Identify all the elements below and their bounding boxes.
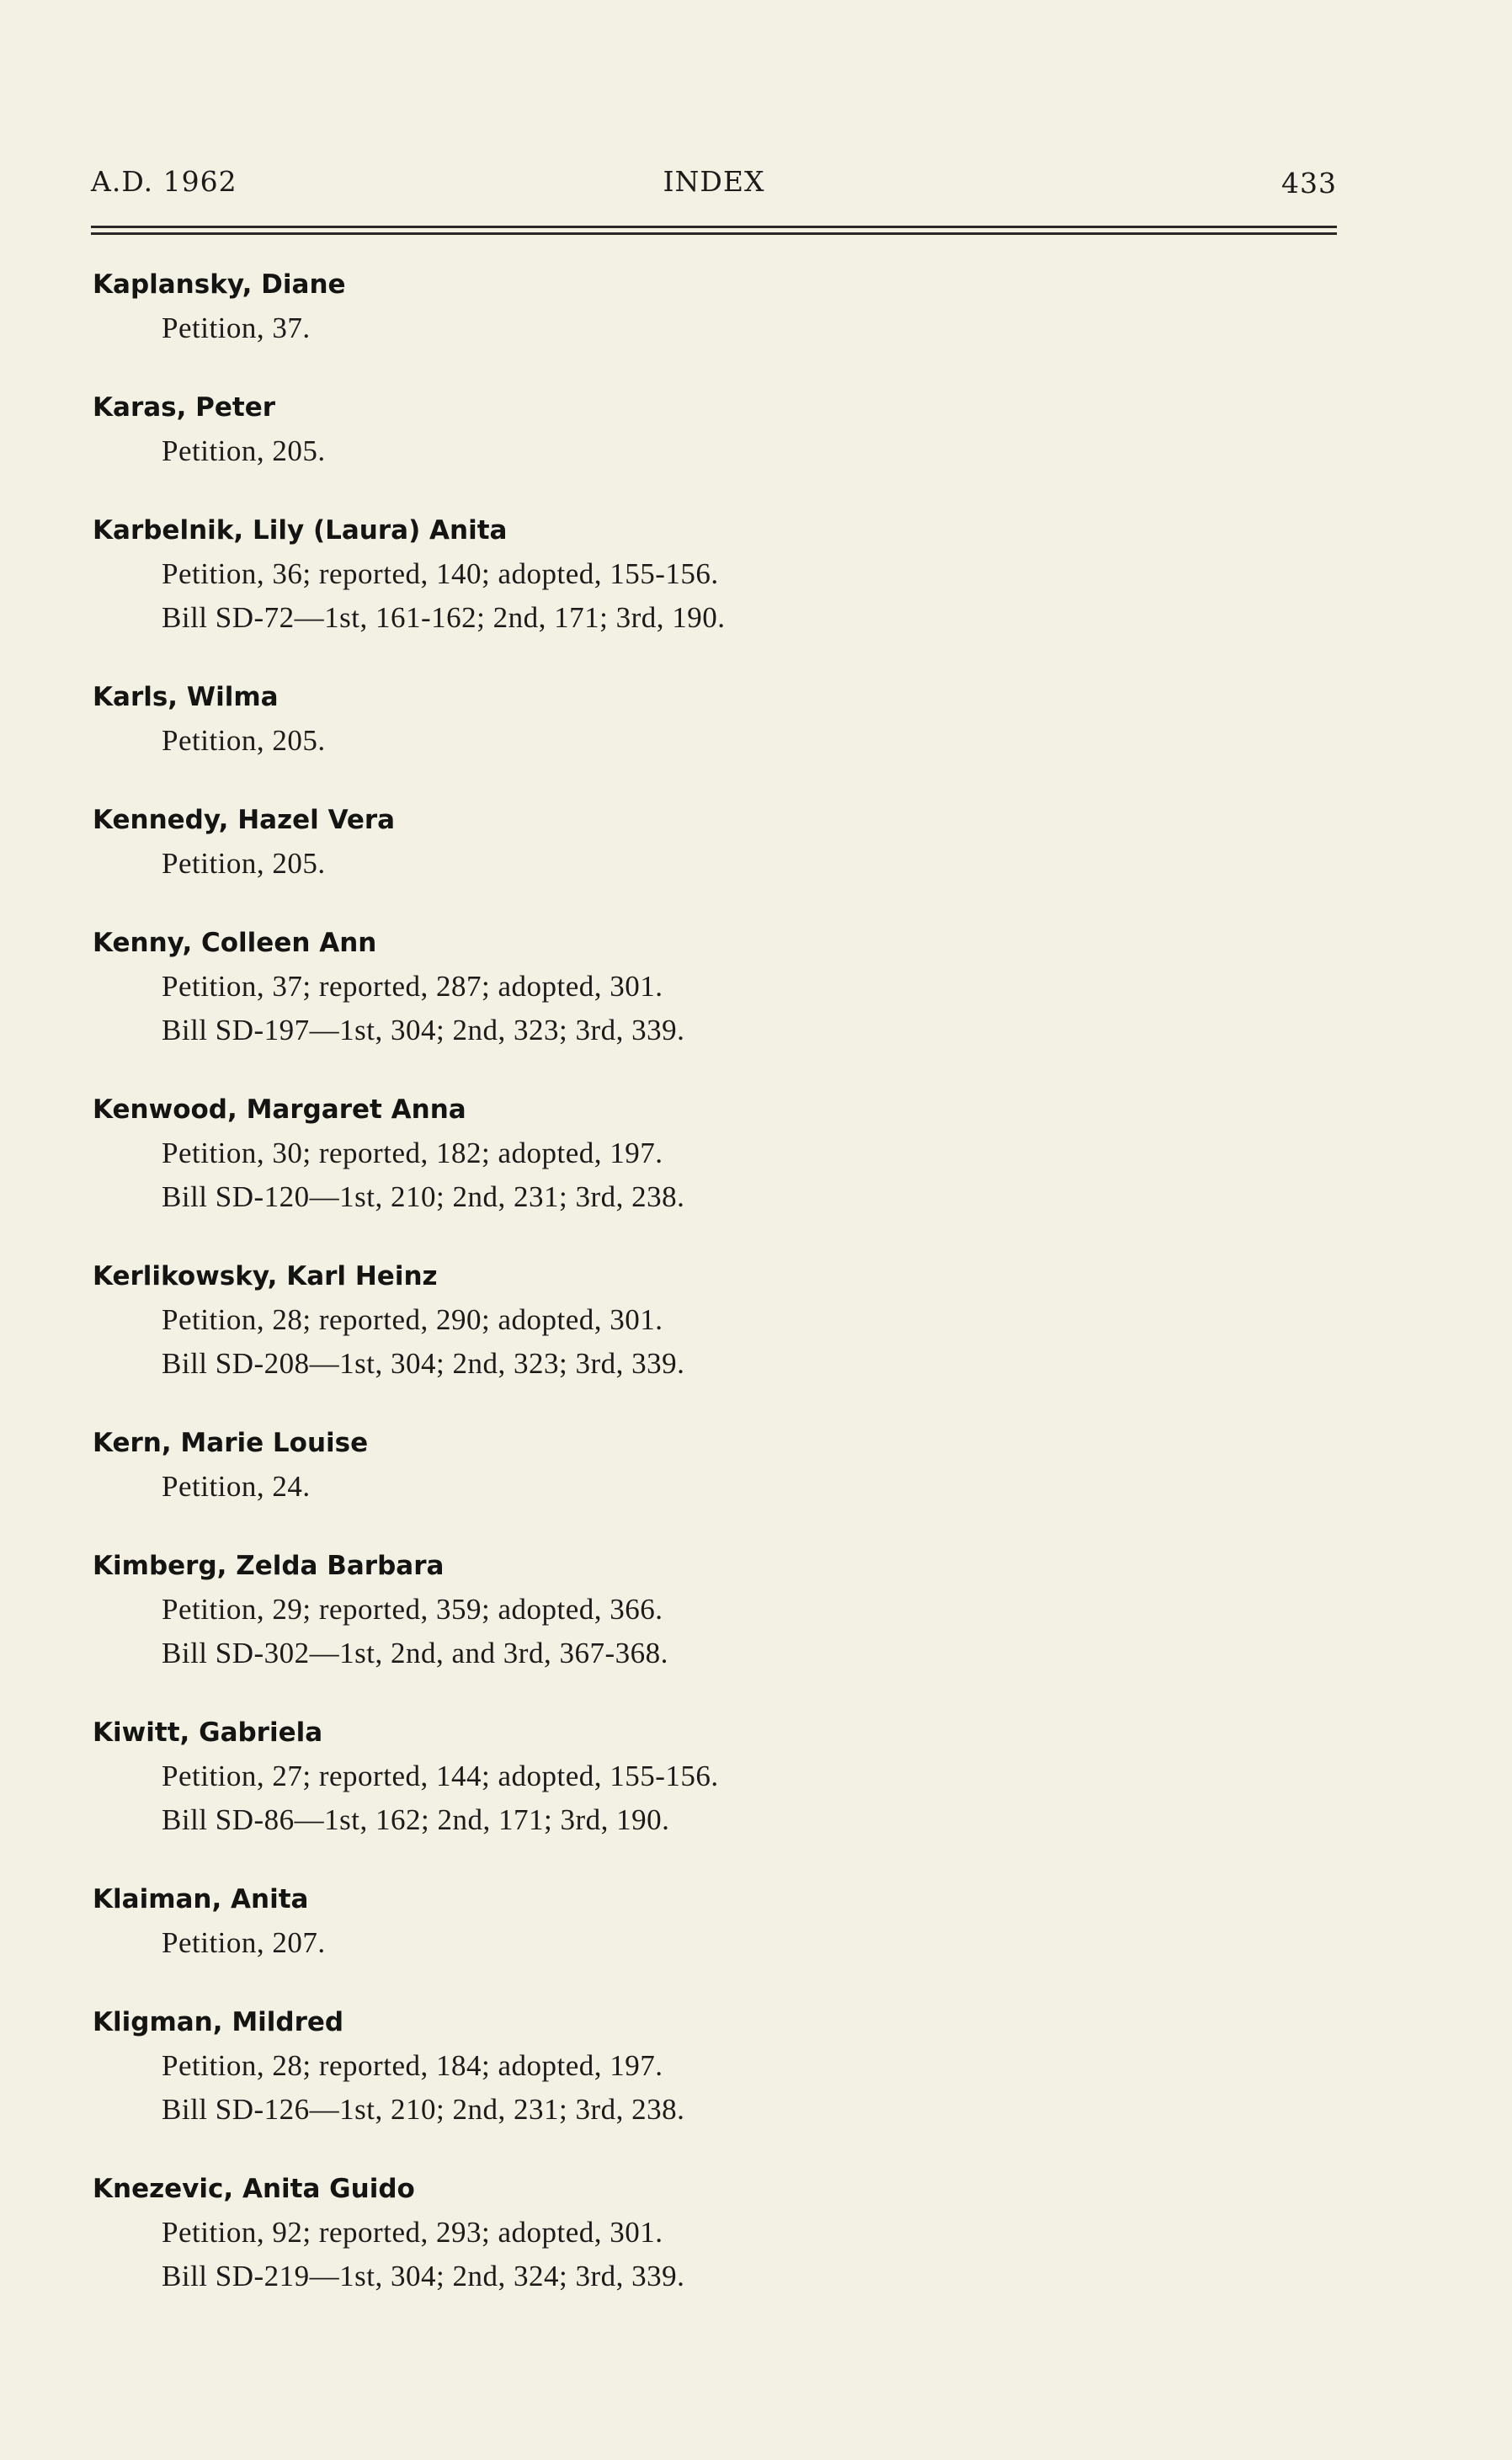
index-entry [93,2000,1187,2132]
index-entry [93,386,1187,473]
index-entry [93,1544,1187,1675]
index-entry [93,1711,1187,1842]
page-number: 433 [1281,167,1337,200]
entry-bill-line: Bill SD-208—1st, 304; 2nd, 323; 3rd, 339. [162,1347,685,1380]
entry-name: Karas, Peter [93,392,276,423]
index-entry [93,1877,1187,1965]
entry-name: Kiwitt, Gabriela [93,1717,323,1748]
index-entry [93,263,1187,350]
header-year: A.D. 1962 [91,165,237,198]
entry-bill-line: Bill SD-302—1st, 2nd, and 3rd, 367-368. [162,1637,668,1669]
entry-name: Kerlikowsky, Karl Heinz [93,1261,438,1291]
index-entry [93,1421,1187,1509]
running-header [91,165,1337,207]
entry-petition-line: Petition, 92; reported, 293; adopted, 301. [162,2216,663,2249]
entry-name: Kimberg, Zelda Barbara [93,1551,445,1581]
index-entry [93,798,1187,886]
entry-name: Kennedy, Hazel Vera [93,805,396,835]
entry-petition-line: Petition, 205. [162,434,326,467]
entry-petition-line: Petition, 28; reported, 184; adopted, 197. [162,2049,663,2082]
entry-name: Karbelnik, Lily (Laura) Anita [93,515,508,546]
index-entry [93,675,1187,763]
entry-name: Kern, Marie Louise [93,1428,369,1458]
index-entry [93,1254,1187,1386]
entry-bill-line: Bill SD-86—1st, 162; 2nd, 171; 3rd, 190. [162,1803,670,1836]
entry-petition-line: Petition, 30; reported, 182; adopted, 197. [162,1137,663,1169]
entry-name: Kenny, Colleen Ann [93,928,377,958]
entry-bill-line: Bill SD-72—1st, 161-162; 2nd, 171; 3rd, 190. [162,601,726,634]
entry-petition-line: Petition, 207. [162,1926,326,1959]
entry-petition-line: Petition, 37; reported, 287; adopted, 301. [162,970,663,1003]
index-entry [93,2167,1187,2298]
entry-petition-line: Petition, 24. [162,1470,311,1503]
entry-name: Kligman, Mildred [93,2007,344,2037]
entry-petition-line: Petition, 36; reported, 140; adopted, 155-156. [162,557,719,590]
index-entry [93,509,1187,640]
index-entry [93,1088,1187,1219]
entry-bill-line: Bill SD-126—1st, 210; 2nd, 231; 3rd, 238. [162,2093,685,2126]
entry-name: Kaplansky, Diane [93,269,346,300]
entry-name: Karls, Wilma [93,682,279,712]
entry-petition-line: Petition, 205. [162,724,326,757]
entry-petition-line: Petition, 28; reported, 290; adopted, 301. [162,1303,663,1336]
header-rule-top [91,226,1337,228]
entry-name: Knezevic, Anita Guido [93,2174,415,2204]
entry-name: Kenwood, Margaret Anna [93,1094,466,1125]
index-entries [93,263,1187,2334]
entry-petition-line: Petition, 205. [162,847,326,880]
header-rule-bottom [91,232,1337,235]
entry-bill-line: Bill SD-219—1st, 304; 2nd, 324; 3rd, 339. [162,2260,685,2292]
entry-petition-line: Petition, 37. [162,311,311,344]
header-title: INDEX [663,165,765,198]
entry-bill-line: Bill SD-120—1st, 210; 2nd, 231; 3rd, 238. [162,1180,685,1213]
entry-name: Klaiman, Anita [93,1884,309,1914]
index-entry [93,921,1187,1052]
entry-bill-line: Bill SD-197—1st, 304; 2nd, 323; 3rd, 339. [162,1014,685,1046]
entry-petition-line: Petition, 29; reported, 359; adopted, 366. [162,1593,663,1626]
entry-petition-line: Petition, 27; reported, 144; adopted, 155-156. [162,1760,719,1792]
